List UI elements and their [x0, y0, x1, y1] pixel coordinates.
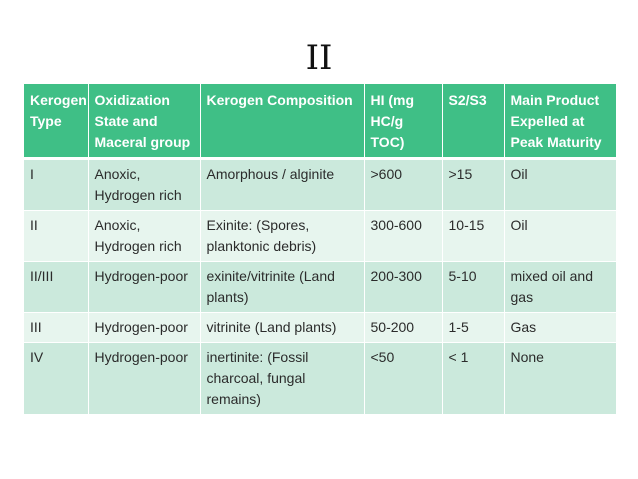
cell-main-product: Gas [504, 313, 616, 343]
cell-main-product: None [504, 343, 616, 415]
header-kerogen-composition: Kerogen Composition [200, 84, 364, 159]
cell-s2-s3: >15 [442, 159, 504, 211]
cell-main-product: Oil [504, 159, 616, 211]
cell-kerogen-type: II/III [24, 262, 88, 313]
cell-kerogen-composition: Exinite: (Spores, planktonic debris) [200, 211, 364, 262]
header-main-product: Main Product Expelled at Peak Maturity [504, 84, 616, 159]
cell-hi: 200-300 [364, 262, 442, 313]
cell-kerogen-type: II [24, 211, 88, 262]
cell-kerogen-composition: exinite/vitrinite (Land plants) [200, 262, 364, 313]
cell-oxidization-state: Anoxic, Hydrogen rich [88, 159, 200, 211]
cell-s2-s3: < 1 [442, 343, 504, 415]
header-kerogen-type: Kerogen Type [24, 84, 88, 159]
table-row [24, 262, 616, 313]
cell-s2-s3: 10-15 [442, 211, 504, 262]
cell-hi: 300-600 [364, 211, 442, 262]
cell-s2-s3: 1-5 [442, 313, 504, 343]
header-hi: HI (mg HC/g TOC) [364, 84, 442, 159]
cell-kerogen-type: IV [24, 343, 88, 415]
cell-oxidization-state: Hydrogen-poor [88, 313, 200, 343]
table-row [24, 313, 616, 343]
cell-oxidization-state: Hydrogen-poor [88, 343, 200, 415]
cell-kerogen-composition: inertinite: (Fossil charcoal, fungal remains) [200, 343, 364, 415]
cell-hi: <50 [364, 343, 442, 415]
cell-main-product: mixed oil and gas [504, 262, 616, 313]
header-oxidization-state: Oxidization State and Maceral group [88, 84, 200, 159]
table-row [24, 211, 616, 262]
cell-oxidization-state: Anoxic, Hydrogen rich [88, 211, 200, 262]
table-row [24, 343, 616, 415]
table-row [24, 159, 616, 211]
cell-main-product: Oil [504, 211, 616, 262]
cell-hi: >600 [364, 159, 442, 211]
cell-kerogen-composition: vitrinite (Land plants) [200, 313, 364, 343]
table-header-row [24, 84, 616, 159]
cell-kerogen-composition: Amorphous / alginite [200, 159, 364, 211]
cell-hi: 50-200 [364, 313, 442, 343]
cell-kerogen-type: III [24, 313, 88, 343]
cell-oxidization-state: Hydrogen-poor [88, 262, 200, 313]
cell-s2-s3: 5-10 [442, 262, 504, 313]
header-s2-s3: S2/S3 [442, 84, 504, 159]
cell-kerogen-type: I [24, 159, 88, 211]
kerogen-table [24, 84, 616, 415]
slide-title: II [305, 38, 333, 78]
